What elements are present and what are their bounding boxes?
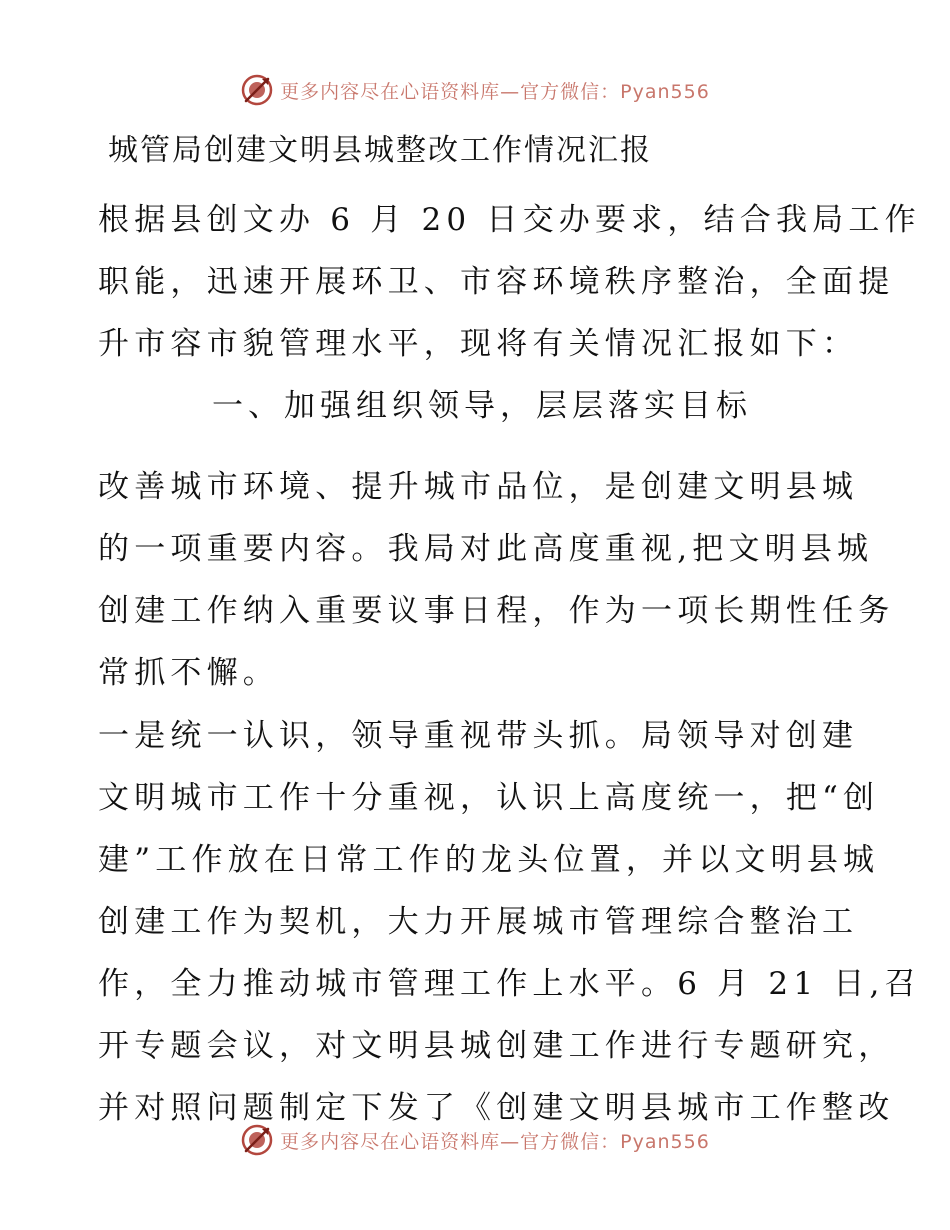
section-heading: 一、加强组织领导，层层落实目标 <box>212 388 752 424</box>
text-line: 升市容市貌管理水平，现将有关情况汇报如下： <box>98 326 859 362</box>
text-line: 根据县创文办 6 月 20 日交办要求，结合我局工作 <box>98 202 921 238</box>
text-line: 文明城市工作十分重视，认识上高度统一，把“创 <box>98 780 880 816</box>
text-line: 的一项重要内容。我局对此高度重视,把文明县城 <box>98 531 874 567</box>
text-line: 一是统一认识，领导重视带头抓。局领导对创建 <box>98 718 859 754</box>
watermark-text: 更多内容尽在心语资料库—官方微信：Pyan556 <box>280 80 710 103</box>
watermark-banner-bottom <box>0 1118 950 1162</box>
text-line: 建”工作放在日常工作的龙头位置，并以文明县城 <box>98 842 880 878</box>
text-line: 开专题会议，对文明县城创建工作进行专题研究， <box>98 1028 895 1064</box>
quill-seal-icon <box>240 73 274 107</box>
quill-seal-icon <box>240 1123 274 1157</box>
text-line: 作，全力推动城市管理工作上水平。6 月 21 日,召 <box>98 966 921 1002</box>
text-line: 创建工作纳入重要议事日程，作为一项长期性任务 <box>98 593 895 629</box>
point-one-paragraph <box>98 705 921 1139</box>
text-line: 创建工作为契机，大力开展城市管理综合整治工 <box>98 904 859 940</box>
text-line: 改善城市环境、提升城市品位，是创建文明县城 <box>98 469 859 505</box>
document-title: 城管局创建文明县城整改工作情况汇报 <box>108 133 652 168</box>
text-line: 并对照问题制定下发了《创建文明县城市工作整改 <box>98 1090 895 1126</box>
text-line: 职能，迅速开展环卫、市容环境秩序整治，全面提 <box>98 264 895 300</box>
watermark-banner-top <box>0 68 950 112</box>
text-line: 常抓不懈。 <box>98 655 279 691</box>
watermark-text: 更多内容尽在心语资料库—官方微信：Pyan556 <box>280 1130 710 1153</box>
intro-paragraph <box>98 189 921 375</box>
section-paragraph <box>98 456 895 704</box>
